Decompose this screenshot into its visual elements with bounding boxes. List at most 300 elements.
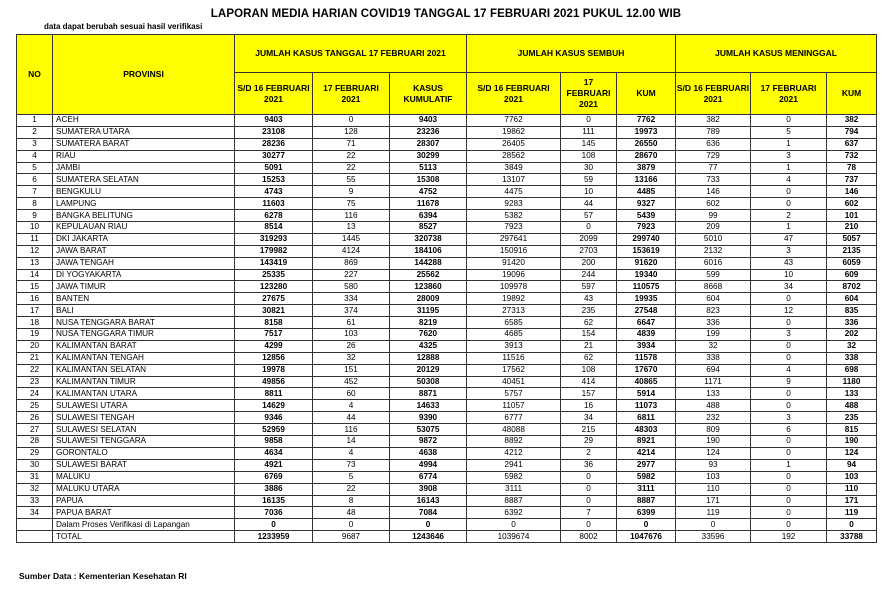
cell-meninggal-sd16: 0: [676, 519, 751, 531]
cell-kasus-sd16: 7517: [235, 329, 313, 341]
cell-meninggal-17: 0: [751, 388, 827, 400]
cell-kasus-sd16: 16135: [235, 495, 313, 507]
table-row: [17, 459, 877, 471]
cell-no: 21: [17, 352, 53, 364]
cell-kasus-sd16: 30821: [235, 305, 313, 317]
cell-no: 19: [17, 329, 53, 341]
cell-meninggal-sd16: 77: [676, 162, 751, 174]
table-row: [17, 317, 877, 329]
cell-sembuh-kum: 6811: [617, 412, 676, 424]
cell-sembuh-17: 30: [561, 162, 617, 174]
cell-kasus-17: 26: [313, 340, 390, 352]
cell-meninggal-kum: 101: [827, 210, 877, 222]
cell-no: 26: [17, 412, 53, 424]
cell-kasus-kumulatif: 11678: [390, 198, 467, 210]
cell-no: 15: [17, 281, 53, 293]
cell-sembuh-kum: 110575: [617, 281, 676, 293]
cell-meninggal-kum: 171: [827, 495, 877, 507]
cell-provinsi: TOTAL: [53, 531, 235, 543]
header-kasus-kumulatif: KASUS KUMULATIF: [390, 73, 467, 115]
table-row: [17, 483, 877, 495]
cell-sembuh-17: 21: [561, 340, 617, 352]
cell-sembuh-kum: 3111: [617, 483, 676, 495]
cell-sembuh-17: 145: [561, 138, 617, 150]
cell-meninggal-kum: 119: [827, 507, 877, 519]
cell-sembuh-kum: 8887: [617, 495, 676, 507]
cell-kasus-17: 0: [313, 115, 390, 127]
cell-sembuh-sd16: 8887: [467, 495, 561, 507]
cell-meninggal-kum: 110: [827, 483, 877, 495]
cell-sembuh-kum: 26550: [617, 138, 676, 150]
covid-cases-table: [16, 34, 877, 543]
cell-sembuh-17: 2: [561, 447, 617, 459]
cell-no: 24: [17, 388, 53, 400]
cell-meninggal-kum: 698: [827, 364, 877, 376]
cell-meninggal-sd16: 823: [676, 305, 751, 317]
cell-meninggal-17: 0: [751, 483, 827, 495]
cell-provinsi: Dalam Proses Verifikasi di Lapangan: [53, 519, 235, 531]
cell-kasus-sd16: 8811: [235, 388, 313, 400]
cell-kasus-sd16: 4743: [235, 186, 313, 198]
cell-meninggal-kum: 835: [827, 305, 877, 317]
cell-meninggal-17: 10: [751, 269, 827, 281]
cell-kasus-sd16: 25335: [235, 269, 313, 281]
cell-sembuh-kum: 5439: [617, 210, 676, 222]
cell-sembuh-kum: 11578: [617, 352, 676, 364]
cell-provinsi: SULAWESI UTARA: [53, 400, 235, 412]
cell-no: 1: [17, 115, 53, 127]
table-row: [17, 222, 877, 234]
cell-sembuh-17: 8002: [561, 531, 617, 543]
cell-kasus-kumulatif: 0: [390, 519, 467, 531]
cell-no: 33: [17, 495, 53, 507]
table-row: [17, 257, 877, 269]
cell-meninggal-kum: 6059: [827, 257, 877, 269]
cell-no: 25: [17, 400, 53, 412]
cell-meninggal-sd16: 1171: [676, 376, 751, 388]
cell-sembuh-kum: 6399: [617, 507, 676, 519]
verification-note: data dapat berubah sesuai hasil verifikasi: [44, 22, 203, 31]
cell-no: 13: [17, 257, 53, 269]
table-row: [17, 329, 877, 341]
table-row: [17, 269, 877, 281]
cell-kasus-17: 32: [313, 352, 390, 364]
cell-kasus-kumulatif: 31195: [390, 305, 467, 317]
cell-kasus-17: 5: [313, 471, 390, 483]
cell-kasus-17: 116: [313, 210, 390, 222]
cell-sembuh-17: 157: [561, 388, 617, 400]
cell-kasus-sd16: 5091: [235, 162, 313, 174]
cell-sembuh-sd16: 1039674: [467, 531, 561, 543]
cell-kasus-sd16: 14629: [235, 400, 313, 412]
cell-kasus-17: 334: [313, 293, 390, 305]
cell-sembuh-17: 10: [561, 186, 617, 198]
cell-meninggal-kum: 0: [827, 519, 877, 531]
cell-sembuh-17: 0: [561, 471, 617, 483]
cell-sembuh-sd16: 8892: [467, 436, 561, 448]
cell-sembuh-kum: 299740: [617, 233, 676, 245]
cell-no: 5: [17, 162, 53, 174]
cell-kasus-kumulatif: 5113: [390, 162, 467, 174]
cell-kasus-kumulatif: 4325: [390, 340, 467, 352]
cell-kasus-kumulatif: 9403: [390, 115, 467, 127]
cell-kasus-17: 128: [313, 126, 390, 138]
cell-kasus-sd16: 15253: [235, 174, 313, 186]
cell-kasus-17: 75: [313, 198, 390, 210]
cell-meninggal-17: 0: [751, 495, 827, 507]
cell-meninggal-kum: 794: [827, 126, 877, 138]
cell-meninggal-17: 0: [751, 436, 827, 448]
table-row: [17, 376, 877, 388]
cell-kasus-17: 8: [313, 495, 390, 507]
cell-sembuh-kum: 8921: [617, 436, 676, 448]
cell-sembuh-17: 16: [561, 400, 617, 412]
cell-kasus-17: 73: [313, 459, 390, 471]
header-meninggal-sd16: S/D 16 FEBRUARI 2021: [676, 73, 751, 115]
header-sembuh-kum: KUM: [617, 73, 676, 115]
data-source: Sumber Data : Kementerian Kesehatan RI: [19, 571, 187, 581]
cell-meninggal-sd16: 124: [676, 447, 751, 459]
header-no: NO: [17, 35, 53, 115]
cell-sembuh-sd16: 5982: [467, 471, 561, 483]
table-row: [17, 150, 877, 162]
header-group-sembuh: JUMLAH KASUS SEMBUH: [467, 35, 676, 73]
cell-sembuh-kum: 1047676: [617, 531, 676, 543]
cell-no: 23: [17, 376, 53, 388]
cell-kasus-17: 1445: [313, 233, 390, 245]
cell-meninggal-kum: 124: [827, 447, 877, 459]
cell-provinsi: JAWA BARAT: [53, 245, 235, 257]
cell-meninggal-sd16: 336: [676, 317, 751, 329]
table-row: [17, 352, 877, 364]
cell-no: 11: [17, 233, 53, 245]
cell-sembuh-sd16: 3849: [467, 162, 561, 174]
cell-provinsi: ACEH: [53, 115, 235, 127]
cell-provinsi: BALI: [53, 305, 235, 317]
table-row: [17, 400, 877, 412]
cell-meninggal-sd16: 809: [676, 424, 751, 436]
cell-sembuh-17: 414: [561, 376, 617, 388]
header-meninggal-17: 17 FEBRUARI 2021: [751, 73, 827, 115]
cell-provinsi: DKI JAKARTA: [53, 233, 235, 245]
cell-sembuh-sd16: 3913: [467, 340, 561, 352]
table-row: [17, 138, 877, 150]
cell-sembuh-17: 2099: [561, 233, 617, 245]
cell-meninggal-kum: 210: [827, 222, 877, 234]
cell-kasus-17: 9687: [313, 531, 390, 543]
cell-sembuh-kum: 9327: [617, 198, 676, 210]
cell-meninggal-17: 0: [751, 317, 827, 329]
cell-sembuh-kum: 0: [617, 519, 676, 531]
cell-meninggal-kum: 815: [827, 424, 877, 436]
cell-kasus-sd16: 1233959: [235, 531, 313, 543]
cell-kasus-kumulatif: 8219: [390, 317, 467, 329]
cell-meninggal-17: 3: [751, 412, 827, 424]
cell-meninggal-17: 0: [751, 507, 827, 519]
cell-sembuh-sd16: 48088: [467, 424, 561, 436]
cell-kasus-kumulatif: 50308: [390, 376, 467, 388]
cell-kasus-sd16: 123280: [235, 281, 313, 293]
cell-meninggal-kum: 338: [827, 352, 877, 364]
cell-no: 8: [17, 198, 53, 210]
cell-sembuh-kum: 19340: [617, 269, 676, 281]
cell-kasus-sd16: 9403: [235, 115, 313, 127]
cell-meninggal-17: 0: [751, 115, 827, 127]
cell-sembuh-sd16: 0: [467, 519, 561, 531]
cell-sembuh-kum: 6647: [617, 317, 676, 329]
cell-sembuh-17: 62: [561, 352, 617, 364]
cell-no: 2: [17, 126, 53, 138]
cell-kasus-17: 22: [313, 483, 390, 495]
cell-provinsi: JAWA TENGAH: [53, 257, 235, 269]
table-row: [17, 447, 877, 459]
cell-provinsi: SUMATERA UTARA: [53, 126, 235, 138]
cell-meninggal-17: 4: [751, 364, 827, 376]
table-row: [17, 305, 877, 317]
cell-kasus-kumulatif: 3908: [390, 483, 467, 495]
cell-kasus-17: 55: [313, 174, 390, 186]
cell-meninggal-kum: 732: [827, 150, 877, 162]
cell-kasus-kumulatif: 184106: [390, 245, 467, 257]
cell-provinsi: NUSA TENGGARA TIMUR: [53, 329, 235, 341]
cell-meninggal-17: 1: [751, 138, 827, 150]
cell-sembuh-17: 59: [561, 174, 617, 186]
cell-sembuh-sd16: 28562: [467, 150, 561, 162]
cell-kasus-kumulatif: 14633: [390, 400, 467, 412]
cell-meninggal-sd16: 733: [676, 174, 751, 186]
table-header: [17, 35, 877, 115]
cell-sembuh-17: 7: [561, 507, 617, 519]
cell-provinsi: SULAWESI TENGAH: [53, 412, 235, 424]
cell-sembuh-17: 57: [561, 210, 617, 222]
cell-kasus-kumulatif: 8527: [390, 222, 467, 234]
cell-sembuh-17: 235: [561, 305, 617, 317]
cell-sembuh-kum: 48303: [617, 424, 676, 436]
cell-meninggal-17: 0: [751, 519, 827, 531]
cell-sembuh-17: 29: [561, 436, 617, 448]
table-row: [17, 412, 877, 424]
cell-meninggal-sd16: 599: [676, 269, 751, 281]
cell-sembuh-kum: 91620: [617, 257, 676, 269]
cell-meninggal-17: 1: [751, 222, 827, 234]
cell-sembuh-17: 2703: [561, 245, 617, 257]
cell-meninggal-kum: 602: [827, 198, 877, 210]
cell-kasus-17: 44: [313, 412, 390, 424]
table-row: [17, 340, 877, 352]
cell-meninggal-sd16: 636: [676, 138, 751, 150]
cell-meninggal-17: 9: [751, 376, 827, 388]
cell-no: 29: [17, 447, 53, 459]
cell-meninggal-17: 0: [751, 293, 827, 305]
cell-provinsi: RIAU: [53, 150, 235, 162]
cell-kasus-kumulatif: 15308: [390, 174, 467, 186]
cell-sembuh-17: 0: [561, 115, 617, 127]
cell-meninggal-kum: 737: [827, 174, 877, 186]
table-row: [17, 281, 877, 293]
cell-no: 3: [17, 138, 53, 150]
cell-meninggal-kum: 202: [827, 329, 877, 341]
cell-kasus-kumulatif: 7620: [390, 329, 467, 341]
cell-sembuh-17: 200: [561, 257, 617, 269]
cell-kasus-sd16: 319293: [235, 233, 313, 245]
cell-provinsi: LAMPUNG: [53, 198, 235, 210]
cell-provinsi: MALUKU UTARA: [53, 483, 235, 495]
cell-kasus-17: 452: [313, 376, 390, 388]
cell-meninggal-kum: 235: [827, 412, 877, 424]
cell-kasus-kumulatif: 320738: [390, 233, 467, 245]
header-kasus-17: 17 FEBRUARI 2021: [313, 73, 390, 115]
cell-kasus-17: 869: [313, 257, 390, 269]
cell-kasus-kumulatif: 9390: [390, 412, 467, 424]
cell-kasus-kumulatif: 20129: [390, 364, 467, 376]
cell-kasus-kumulatif: 25562: [390, 269, 467, 281]
header-group-meninggal: JUMLAH KASUS MENINGGAL: [676, 35, 877, 73]
cell-meninggal-17: 6: [751, 424, 827, 436]
cell-sembuh-sd16: 7923: [467, 222, 561, 234]
cell-meninggal-kum: 190: [827, 436, 877, 448]
cell-provinsi: NUSA TENGGARA BARAT: [53, 317, 235, 329]
cell-no: 31: [17, 471, 53, 483]
cell-sembuh-sd16: 5757: [467, 388, 561, 400]
cell-provinsi: SUMATERA BARAT: [53, 138, 235, 150]
cell-sembuh-sd16: 91420: [467, 257, 561, 269]
cell-kasus-17: 580: [313, 281, 390, 293]
cell-kasus-kumulatif: 1243646: [390, 531, 467, 543]
cell-meninggal-17: 0: [751, 198, 827, 210]
cell-sembuh-kum: 40865: [617, 376, 676, 388]
cell-kasus-17: 14: [313, 436, 390, 448]
cell-meninggal-17: 4: [751, 174, 827, 186]
header-meninggal-kum: KUM: [827, 73, 877, 115]
cell-meninggal-17: 192: [751, 531, 827, 543]
cell-sembuh-sd16: 4212: [467, 447, 561, 459]
cell-no: 22: [17, 364, 53, 376]
cell-sembuh-kum: 5914: [617, 388, 676, 400]
cell-meninggal-sd16: 209: [676, 222, 751, 234]
cell-kasus-sd16: 4634: [235, 447, 313, 459]
cell-sembuh-kum: 4839: [617, 329, 676, 341]
cell-no: 16: [17, 293, 53, 305]
cell-provinsi: KALIMANTAN UTARA: [53, 388, 235, 400]
cell-meninggal-sd16: 5010: [676, 233, 751, 245]
cell-meninggal-sd16: 604: [676, 293, 751, 305]
cell-sembuh-kum: 5982: [617, 471, 676, 483]
cell-kasus-kumulatif: 9872: [390, 436, 467, 448]
cell-sembuh-sd16: 5382: [467, 210, 561, 222]
cell-no: 12: [17, 245, 53, 257]
header-provinsi: PROVINSI: [53, 35, 235, 115]
cell-sembuh-kum: 3879: [617, 162, 676, 174]
table-row: [17, 507, 877, 519]
cell-provinsi: KALIMANTAN SELATAN: [53, 364, 235, 376]
cell-kasus-kumulatif: 12888: [390, 352, 467, 364]
header-sembuh-sd16: S/D 16 FEBRUARI 2021: [467, 73, 561, 115]
cell-kasus-sd16: 12856: [235, 352, 313, 364]
cell-kasus-17: 0: [313, 519, 390, 531]
cell-sembuh-kum: 27548: [617, 305, 676, 317]
cell-kasus-17: 22: [313, 162, 390, 174]
cell-meninggal-sd16: 33596: [676, 531, 751, 543]
cell-no: 32: [17, 483, 53, 495]
cell-no: 28: [17, 436, 53, 448]
cell-sembuh-17: 597: [561, 281, 617, 293]
cell-sembuh-17: 108: [561, 150, 617, 162]
header-sembuh-17: 17 FEBRUARI 2021: [561, 73, 617, 115]
cell-sembuh-kum: 28670: [617, 150, 676, 162]
cell-meninggal-sd16: 602: [676, 198, 751, 210]
cell-sembuh-17: 36: [561, 459, 617, 471]
cell-provinsi: KALIMANTAN BARAT: [53, 340, 235, 352]
cell-meninggal-kum: 488: [827, 400, 877, 412]
cell-sembuh-17: 111: [561, 126, 617, 138]
cell-sembuh-kum: 153619: [617, 245, 676, 257]
cell-meninggal-sd16: 199: [676, 329, 751, 341]
cell-sembuh-sd16: 4685: [467, 329, 561, 341]
cell-kasus-sd16: 28236: [235, 138, 313, 150]
cell-meninggal-sd16: 146: [676, 186, 751, 198]
table-row: [17, 162, 877, 174]
report-title: LAPORAN MEDIA HARIAN COVID19 TANGGAL 17 FEBRUARI 2021 PUKUL 12.00 WIB: [210, 8, 682, 20]
cell-meninggal-sd16: 382: [676, 115, 751, 127]
table-row: [17, 519, 877, 531]
table-row: [17, 115, 877, 127]
cell-kasus-17: 116: [313, 424, 390, 436]
cell-sembuh-sd16: 6585: [467, 317, 561, 329]
cell-provinsi: MALUKU: [53, 471, 235, 483]
cell-kasus-17: 13: [313, 222, 390, 234]
cell-provinsi: SULAWESI BARAT: [53, 459, 235, 471]
cell-sembuh-sd16: 150916: [467, 245, 561, 257]
cell-meninggal-kum: 94: [827, 459, 877, 471]
table-body: [17, 115, 877, 543]
cell-meninggal-17: 34: [751, 281, 827, 293]
cell-kasus-kumulatif: 28307: [390, 138, 467, 150]
cell-meninggal-kum: 2135: [827, 245, 877, 257]
cell-sembuh-sd16: 6392: [467, 507, 561, 519]
cell-no: [17, 531, 53, 543]
cell-meninggal-sd16: 338: [676, 352, 751, 364]
cell-meninggal-17: 43: [751, 257, 827, 269]
cell-kasus-sd16: 9346: [235, 412, 313, 424]
cell-kasus-kumulatif: 53075: [390, 424, 467, 436]
cell-meninggal-kum: 32: [827, 340, 877, 352]
cell-meninggal-kum: 382: [827, 115, 877, 127]
cell-meninggal-17: 3: [751, 329, 827, 341]
cell-kasus-sd16: 6278: [235, 210, 313, 222]
cell-sembuh-kum: 11073: [617, 400, 676, 412]
cell-kasus-kumulatif: 4638: [390, 447, 467, 459]
cell-provinsi: SUMATERA SELATAN: [53, 174, 235, 186]
cell-sembuh-sd16: 2941: [467, 459, 561, 471]
cell-meninggal-sd16: 32: [676, 340, 751, 352]
cell-kasus-17: 4124: [313, 245, 390, 257]
cell-sembuh-17: 0: [561, 483, 617, 495]
cell-sembuh-17: 44: [561, 198, 617, 210]
cell-no: 17: [17, 305, 53, 317]
cell-sembuh-sd16: 17562: [467, 364, 561, 376]
cell-sembuh-sd16: 7762: [467, 115, 561, 127]
cell-sembuh-kum: 7762: [617, 115, 676, 127]
cell-meninggal-kum: 133: [827, 388, 877, 400]
cell-kasus-17: 22: [313, 150, 390, 162]
header-kasus-sd16: S/D 16 FEBRUARI 2021: [235, 73, 313, 115]
cell-no: 6: [17, 174, 53, 186]
cell-no: 10: [17, 222, 53, 234]
cell-kasus-17: 227: [313, 269, 390, 281]
cell-sembuh-17: 34: [561, 412, 617, 424]
cell-meninggal-17: 1: [751, 459, 827, 471]
cell-sembuh-sd16: 19892: [467, 293, 561, 305]
